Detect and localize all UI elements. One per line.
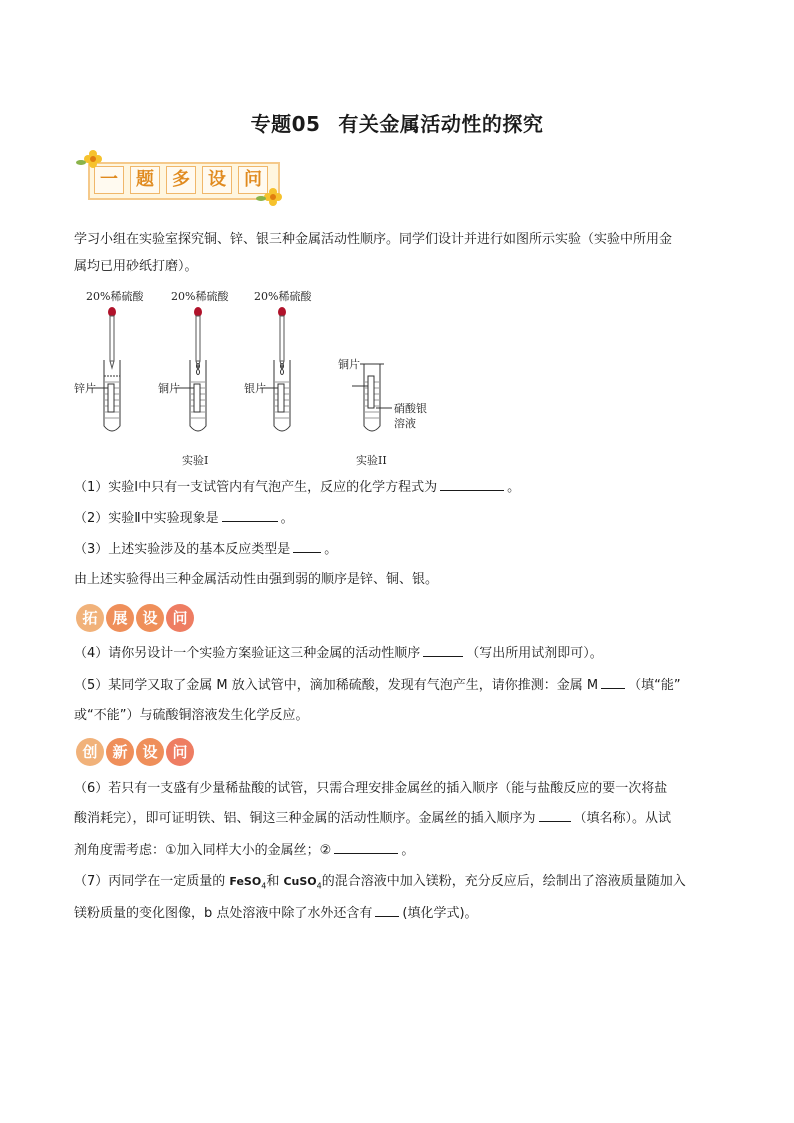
flower-icon (264, 188, 282, 206)
test-tube-1 (88, 360, 120, 431)
banner-char: 新 (106, 738, 134, 766)
banner-char: 问 (166, 738, 194, 766)
metal-label: 银片 (244, 382, 266, 395)
dropper-3 (278, 307, 286, 368)
test-tube-4 (352, 364, 392, 431)
banner-char: 设 (202, 166, 232, 194)
flower-icon (84, 150, 102, 168)
intro-line-2: 属均已用砂纸打磨）。 (74, 259, 198, 274)
question-6-line-2: 酸消耗完），即可证明铁、铝、铜这三种金属的活动性顺序。金属丝的插入顺序为 （填名称）。从试 (74, 805, 724, 832)
banner-char: 拓 (76, 604, 104, 632)
answer-blank[interactable] (601, 674, 625, 689)
banner-char: 问 (238, 166, 268, 194)
question-5-line-1: （5）某同学又取了金属 M 放入试管中，滴加稀硫酸，发现有气泡产生，请你推测：金属 M （填“能” (74, 672, 724, 699)
acid-label: 20%稀硫酸 (171, 290, 229, 303)
section-banner-1 (76, 150, 286, 206)
experiment-diagram (74, 288, 444, 468)
acid-label: 20%稀硫酸 (254, 290, 312, 303)
exp-label: 实验I (182, 454, 209, 467)
question-1: （1）实验Ⅰ中只有一支试管内有气泡产生，反应的化学方程式为 。 (74, 474, 724, 501)
question-6-line-1: （6）若只有一支盛有少量稀盐酸的试管，只需合理安排金属丝的插入顺序（能与盐酸反应的要一次将盐 (74, 781, 668, 796)
banner-char: 题 (130, 166, 160, 194)
intro-line-1: 学习小组在实验室探究铜、锌、银三种金属活动性顺序。同学们设计并进行如图所示实验（实验中所用金 (74, 232, 673, 247)
page-title: 专题05 有关金属活动性的探究 (250, 112, 544, 136)
banner-char: 展 (106, 604, 134, 632)
answer-blank[interactable] (375, 902, 399, 917)
banner-char: 问 (166, 604, 194, 632)
section-banner-3 (76, 736, 196, 768)
solution-label: 硝酸银 (394, 402, 427, 415)
answer-blank[interactable] (440, 476, 504, 491)
banner-char: 创 (76, 738, 104, 766)
question-6-line-3: 剂角度需考虑：①加入同样大小的金属丝；② 。 (74, 837, 724, 864)
answer-blank[interactable] (222, 507, 278, 522)
banner-char: 多 (166, 166, 196, 194)
answer-blank[interactable] (293, 538, 321, 553)
banner-char: 设 (136, 604, 164, 632)
dropper-2 (194, 307, 202, 368)
acid-label: 20%稀硫酸 (86, 290, 144, 303)
banner-char: 一 (94, 166, 124, 194)
question-5-line-2: 或“不能”）与硫酸铜溶液发生化学反应。 (74, 708, 309, 723)
answer-blank[interactable] (423, 642, 463, 657)
conclusion: 由上述实验得出三种金属活动性由强到弱的顺序是锌、铜、银。 (74, 572, 439, 587)
answer-blank[interactable] (334, 839, 398, 854)
question-4: （4）请你另设计一个实验方案验证这三种金属的活动性顺序 （写出所用试剂即可）。 (74, 640, 724, 667)
metal-label: 铜片 (338, 358, 360, 371)
section-banner-2 (76, 602, 196, 634)
question-7-line-1: （7）丙同学在一定质量的 FeSO$_4$和 CuSO$_4$的混合溶液中加入镁粉，充分反应后，绘制出了溶液质量随加入 (74, 874, 686, 891)
test-tube-2 (174, 360, 206, 431)
answer-blank[interactable] (539, 807, 571, 822)
metal-label: 锌片 (74, 382, 96, 395)
exp-label: 实验II (356, 454, 387, 467)
test-tube-3 (260, 360, 290, 431)
banner-char: 设 (136, 738, 164, 766)
question-3: （3）上述实验涉及的基本反应类型是 。 (74, 536, 724, 563)
dropper-1 (108, 307, 116, 368)
question-7-line-2: 镁粉质量的变化图像，b 点处溶液中除了水外还含有 (填化学式)。 (74, 900, 724, 927)
metal-label: 铜片 (158, 382, 180, 395)
solution-label: 溶液 (394, 417, 416, 430)
question-2: （2）实验Ⅱ中实验现象是 。 (74, 505, 724, 532)
